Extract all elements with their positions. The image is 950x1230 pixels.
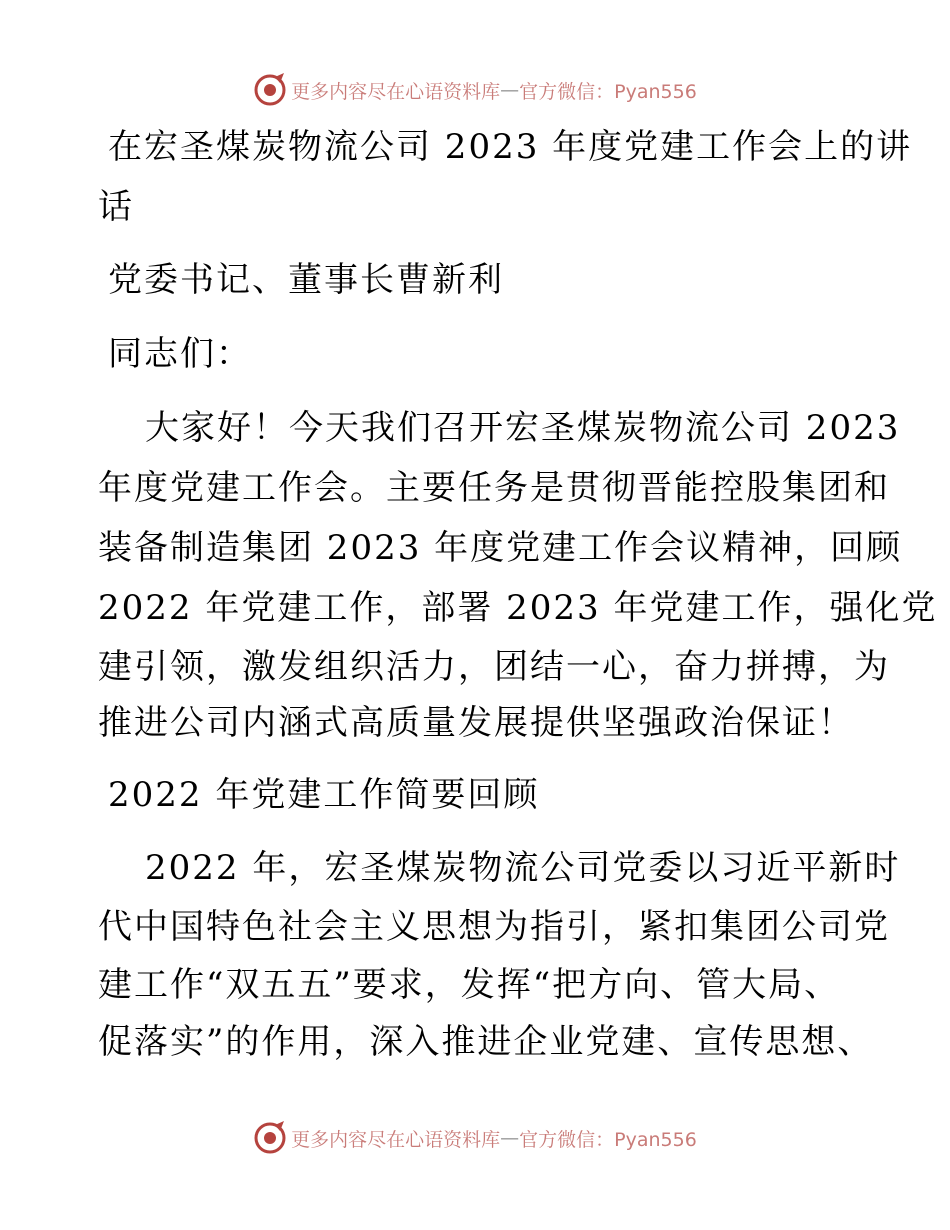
title-line: 话	[98, 187, 134, 227]
salutation: 同志们：	[108, 334, 252, 374]
speaker-line: 党委书记、董事长曹新利	[108, 260, 504, 300]
paragraph-line: 装备制造集团 2023 年度党建工作会议精神，回顾	[98, 528, 903, 568]
logo-icon	[253, 1121, 287, 1155]
paragraph-line: 年度党建工作会。主要任务是贯彻晋能控股集团和	[98, 468, 890, 508]
watermark-contact: 官方微信：Pyan556	[519, 80, 697, 103]
watermark-banner-top	[0, 70, 950, 110]
section-heading: 2022 年党建工作简要回顾	[108, 775, 540, 815]
paragraph-line: 推进公司内涵式高质量发展提供坚强政治保证！	[98, 703, 854, 743]
watermark-text: 更多内容尽在心语资料库	[291, 1128, 501, 1151]
paragraph-line: 大家好！今天我们召开宏圣煤炭物流公司 2023	[145, 408, 901, 448]
paragraph-line: 2022 年，宏圣煤炭物流公司党委以习近平新时	[145, 848, 901, 888]
watermark-banner-bottom	[0, 1118, 950, 1158]
watermark-separator: —	[500, 79, 520, 101]
logo-icon	[253, 73, 287, 107]
paragraph-line: 2022 年党建工作，部署 2023 年党建工作，强化党	[98, 588, 938, 628]
paragraph-line: 建工作“双五五”要求，发挥“把方向、管大局、	[98, 965, 841, 1005]
paragraph-line: 建引领，激发组织活力，团结一心，奋力拼搏，为	[98, 647, 890, 687]
watermark-contact: 官方微信：Pyan556	[519, 1128, 697, 1151]
title-line: 在宏圣煤炭物流公司 2023 年度党建工作会上的讲	[108, 127, 913, 167]
paragraph-line: 代中国特色社会主义思想为指引，紧扣集团公司党	[98, 907, 890, 947]
paragraph-line: 促落实”的作用，深入推进企业党建、宣传思想、	[98, 1022, 874, 1062]
watermark-separator: —	[500, 1127, 520, 1149]
watermark-text: 更多内容尽在心语资料库	[291, 80, 501, 103]
